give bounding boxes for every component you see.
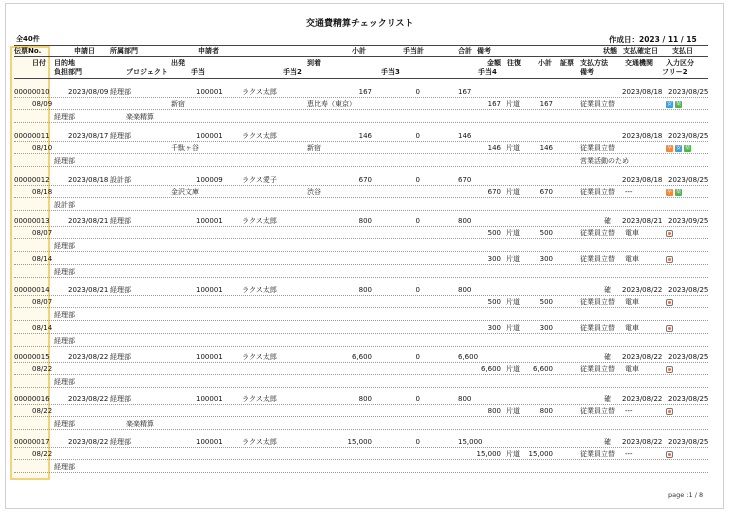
row-divider [14, 346, 708, 347]
row-divider [14, 264, 708, 265]
pay-due-date: 2023/08/22 [622, 353, 663, 361]
line-amount: 800 [487, 407, 501, 415]
train-icon [666, 366, 673, 373]
row-divider [14, 122, 708, 123]
orange-route-badge-icon: 早 [666, 145, 672, 151]
blue-route-badge-icon: 安 [666, 101, 672, 107]
col-receipt: 証票 [560, 59, 574, 67]
pay-method: 従業員立替 [580, 324, 615, 332]
col-purpose: 目的地 [54, 59, 75, 67]
line-subtotal: 500 [539, 298, 553, 306]
transport: 電車 [625, 324, 639, 332]
pay-due-date: 2023/08/22 [622, 286, 663, 294]
entry-allowance: 0 [415, 132, 420, 140]
apply-date: 2023/08/21 [68, 217, 109, 225]
entry-allowance: 0 [415, 286, 420, 294]
burden-dept: 設計部 [54, 201, 75, 209]
apply-date: 2023/08/18 [68, 176, 109, 184]
status: 確 [604, 353, 611, 361]
green-route-badge-icon: 楽 [675, 101, 681, 107]
line-date: 08/22 [32, 365, 53, 373]
paid-date: 2023/08/25 [668, 395, 709, 403]
row-divider [14, 404, 708, 405]
line-subtotal: 167 [539, 100, 553, 108]
train-icon [666, 299, 673, 306]
row-divider [14, 153, 708, 154]
burden-dept: 経理部 [54, 268, 75, 276]
apply-date: 2023/08/09 [68, 88, 109, 96]
entry-allowance: 0 [415, 88, 420, 96]
dept: 経理部 [110, 395, 131, 403]
col-allow2: 手当2 [283, 68, 302, 76]
status: 確 [604, 438, 611, 446]
applicant-id: 100001 [196, 217, 223, 225]
pay-due-date: 2023/08/18 [622, 176, 663, 184]
row-divider [14, 416, 708, 417]
apply-date: 2023/08/22 [68, 438, 109, 446]
pay-method: 従業員立替 [580, 365, 615, 373]
apply-date: 2023/08/22 [68, 395, 109, 403]
burden-dept: 経理部 [54, 420, 75, 428]
line-date: 08/18 [32, 188, 53, 196]
entry-total: 800 [458, 395, 472, 403]
col-project: プロジェクト [126, 68, 168, 76]
trip-type: 片道 [506, 298, 520, 306]
line-date: 08/22 [32, 407, 53, 415]
dept: 経理部 [110, 132, 131, 140]
memo: 営業活動のため [580, 157, 629, 165]
entry-subtotal: 800 [358, 395, 372, 403]
col-allowance-total: 手当計 [403, 47, 424, 55]
row-divider [14, 320, 708, 321]
row-divider [14, 251, 708, 252]
burden-dept: 経理部 [54, 157, 75, 165]
line-subtotal: 670 [539, 188, 553, 196]
train-icon [666, 408, 673, 415]
col-roundtrip: 往復 [507, 59, 521, 67]
line-subtotal: 300 [539, 324, 553, 332]
paid-date: 2023/08/25 [668, 132, 709, 140]
col-transport: 交通機関 [625, 59, 653, 67]
denpyo-no: 00000013 [14, 217, 50, 225]
col-allow4: 手当4 [478, 68, 497, 76]
row-divider [14, 459, 708, 460]
col-amount: 金額 [487, 59, 501, 67]
row-divider [14, 185, 708, 186]
applicant-id: 100001 [196, 438, 223, 446]
entry-total: 167 [458, 88, 472, 96]
apply-date: 2023/08/17 [68, 132, 109, 140]
col-memo: 備考 [580, 68, 594, 76]
row-divider [14, 362, 708, 363]
applicant-id: 100001 [196, 88, 223, 96]
page-indicator: page :1 / 8 [668, 491, 704, 499]
applicant-name: ラクス愛子 [242, 176, 277, 184]
col-input-type: 入力区分 [666, 59, 694, 67]
status: 確 [604, 286, 611, 294]
col-depart: 出発 [171, 59, 185, 67]
line-amount: 15,000 [476, 450, 501, 458]
report-title: 交通費精算チェックリスト [306, 19, 414, 29]
col-allow3: 手当3 [381, 68, 400, 76]
train-icon [666, 451, 673, 458]
pay-method: 従業員立替 [580, 407, 615, 415]
arrive-station: 渋谷 [307, 188, 321, 196]
pay-method: 従業員立替 [580, 188, 615, 196]
line-date: 08/10 [32, 144, 53, 152]
col-date: 日付 [32, 59, 46, 67]
entry-total: 6,600 [458, 353, 479, 361]
burden-dept: 経理部 [54, 242, 75, 250]
line-amount: 670 [487, 188, 501, 196]
dept: 設計部 [110, 176, 131, 184]
row-divider [14, 210, 708, 211]
denpyo-no: 00000017 [14, 438, 50, 446]
col-pay-due: 支払確定日 [623, 47, 658, 55]
burden-dept: 経理部 [54, 311, 75, 319]
transport: 電車 [625, 365, 639, 373]
line-subtotal: 500 [539, 229, 553, 237]
train-icon [666, 230, 673, 237]
row-divider [14, 374, 708, 375]
denpyo-no: 00000016 [14, 395, 50, 403]
depart-station: 金沢文庫 [171, 188, 199, 196]
pay-method: 従業員立替 [580, 298, 615, 306]
depart-station: 千駄ヶ谷 [171, 144, 199, 152]
row-divider [14, 197, 708, 198]
trip-type: 片道 [506, 255, 520, 263]
entry-total: 146 [458, 132, 472, 140]
pay-method: 従業員立替 [580, 255, 615, 263]
col-applicant: 申請者 [198, 47, 219, 55]
line-amount: 500 [487, 229, 501, 237]
entry-allowance: 0 [415, 217, 420, 225]
train-icon [666, 256, 673, 263]
report-page [5, 3, 724, 509]
trip-type: 片道 [506, 407, 520, 415]
applicant-name: ラクス太郎 [242, 217, 277, 225]
burden-dept: 経理部 [54, 337, 75, 345]
denpyo-no: 00000012 [14, 176, 50, 184]
pay-due-date: 2023/08/18 [622, 132, 663, 140]
depart-station: 新宿 [171, 100, 185, 108]
dept: 経理部 [110, 88, 131, 96]
orange-route-badge-icon: 早 [666, 189, 672, 195]
col-burden-dept: 負担部門 [54, 68, 82, 76]
paid-date: 2023/08/25 [668, 353, 709, 361]
col-total: 合計 [458, 47, 472, 55]
applicant-name: ラクス太郎 [242, 132, 277, 140]
col-arrive: 到着 [307, 59, 321, 67]
line-subtotal: 146 [539, 144, 553, 152]
header-top-rule [14, 45, 708, 46]
green-route-badge-icon: 楽 [675, 189, 681, 195]
col-dept: 所属部門 [110, 47, 138, 55]
transport: 電車 [625, 255, 639, 263]
record-count: 全40件 [16, 35, 40, 43]
applicant-name: ラクス太郎 [242, 395, 277, 403]
project: 楽楽精算 [126, 420, 154, 428]
transport: 電車 [625, 298, 639, 306]
transport: 電車 [625, 229, 639, 237]
line-subtotal: 800 [539, 407, 553, 415]
entry-total: 800 [458, 286, 472, 294]
created-date: 作成日：2023 / 11 / 15 [609, 35, 697, 44]
transport: --- [625, 407, 633, 415]
col-notes: 備考 [477, 47, 491, 55]
applicant-id: 100009 [196, 176, 223, 184]
col-pay-method: 支払方法 [580, 59, 608, 67]
line-subtotal: 6,600 [532, 365, 553, 373]
applicant-id: 100001 [196, 286, 223, 294]
row-divider [14, 238, 708, 239]
trip-type: 片道 [506, 188, 520, 196]
denpyo-no: 00000010 [14, 88, 50, 96]
dept: 経理部 [110, 438, 131, 446]
burden-dept: 経理部 [54, 378, 75, 386]
trip-type: 片道 [506, 100, 520, 108]
header-row1-rule [14, 56, 708, 57]
row-divider [14, 141, 708, 142]
applicant-name: ラクス太郎 [242, 438, 277, 446]
col-apply-date: 申請日 [74, 47, 95, 55]
pay-due-date: 2023/08/21 [622, 217, 663, 225]
entry-total: 670 [458, 176, 472, 184]
row-divider [14, 387, 708, 388]
col-line-subtotal: 小計 [538, 59, 552, 67]
row-divider [14, 166, 708, 167]
entry-allowance: 0 [415, 353, 420, 361]
apply-date: 2023/08/21 [68, 286, 109, 294]
pay-method: 従業員立替 [580, 450, 615, 458]
status: 確 [604, 395, 611, 403]
pay-due-date: 2023/08/22 [622, 438, 663, 446]
denpyo-no: 00000015 [14, 353, 50, 361]
col-status: 状態 [603, 47, 617, 55]
col-free2: フリー2 [662, 68, 688, 76]
applicant-id: 100001 [196, 353, 223, 361]
line-amount: 146 [487, 144, 501, 152]
entry-subtotal: 167 [358, 88, 372, 96]
applicant-id: 100001 [196, 395, 223, 403]
row-divider [14, 109, 708, 110]
line-subtotal: 300 [539, 255, 553, 263]
dept: 経理部 [110, 217, 131, 225]
entry-subtotal: 800 [358, 217, 372, 225]
line-subtotal: 15,000 [528, 450, 553, 458]
line-date: 08/07 [32, 298, 53, 306]
pay-method: 従業員立替 [580, 229, 615, 237]
col-paid: 支払日 [672, 47, 693, 55]
entry-total: 800 [458, 217, 472, 225]
paid-date: 2023/08/25 [668, 88, 709, 96]
applicant-id: 100001 [196, 132, 223, 140]
applicant-name: ラクス太郎 [242, 88, 277, 96]
line-amount: 300 [487, 324, 501, 332]
entry-total: 15,000 [458, 438, 483, 446]
line-date: 08/07 [32, 229, 53, 237]
pay-method: 従業員立替 [580, 100, 615, 108]
row-divider [14, 277, 708, 278]
entry-subtotal: 15,000 [347, 438, 372, 446]
arrive-station: 恵比寿（東京） [307, 100, 356, 108]
arrive-station: 新宿 [307, 144, 321, 152]
denpyo-no: 00000014 [14, 286, 50, 294]
entry-allowance: 0 [415, 395, 420, 403]
transport: --- [625, 450, 633, 458]
entry-subtotal: 6,600 [351, 353, 372, 361]
dept: 経理部 [110, 353, 131, 361]
entry-subtotal: 146 [358, 132, 372, 140]
trip-type: 片道 [506, 324, 520, 332]
col-subtotal: 小計 [352, 47, 366, 55]
applicant-name: ラクス太郎 [242, 286, 277, 294]
project: 楽楽精算 [126, 113, 154, 121]
train-icon [666, 325, 673, 332]
row-divider [14, 472, 708, 473]
col-denpyo-no: 伝票No. [14, 47, 42, 55]
pay-due-date: 2023/08/18 [622, 88, 663, 96]
paid-date: 2023/09/25 [668, 217, 709, 225]
line-date: 08/22 [32, 450, 53, 458]
line-amount: 167 [487, 100, 501, 108]
apply-date: 2023/08/22 [68, 353, 109, 361]
row-divider [14, 333, 708, 334]
burden-dept: 経理部 [54, 463, 75, 471]
line-date: 08/14 [32, 255, 53, 263]
paid-date: 2023/08/25 [668, 286, 709, 294]
entry-subtotal: 670 [358, 176, 372, 184]
trip-type: 片道 [506, 144, 520, 152]
line-date: 08/09 [32, 100, 53, 108]
blue-route-badge-icon: 安 [675, 145, 681, 151]
line-amount: 6,600 [480, 365, 501, 373]
row-divider [14, 97, 708, 98]
denpyo-no: 00000011 [14, 132, 50, 140]
entry-subtotal: 800 [358, 286, 372, 294]
applicant-name: ラクス太郎 [242, 353, 277, 361]
line-amount: 500 [487, 298, 501, 306]
header-bottom-rule [14, 78, 708, 79]
entry-allowance: 0 [415, 176, 420, 184]
pay-method: 従業員立替 [580, 144, 615, 152]
row-divider [14, 429, 708, 430]
row-divider [14, 295, 708, 296]
paid-date: 2023/08/25 [668, 438, 709, 446]
line-amount: 300 [487, 255, 501, 263]
green-route-badge-icon: 楽 [684, 145, 690, 151]
trip-type: 片道 [506, 450, 520, 458]
status: 確 [604, 217, 611, 225]
paid-date: 2023/08/25 [668, 176, 709, 184]
entry-allowance: 0 [415, 438, 420, 446]
trip-type: 片道 [506, 365, 520, 373]
row-divider [14, 226, 708, 227]
trip-type: 片道 [506, 229, 520, 237]
pay-due-date: 2023/08/22 [622, 395, 663, 403]
transport: --- [625, 188, 633, 196]
col-allow1: 手当 [191, 68, 205, 76]
line-date: 08/14 [32, 324, 53, 332]
dept: 経理部 [110, 286, 131, 294]
row-divider [14, 447, 708, 448]
row-divider [14, 307, 708, 308]
burden-dept: 経理部 [54, 113, 75, 121]
